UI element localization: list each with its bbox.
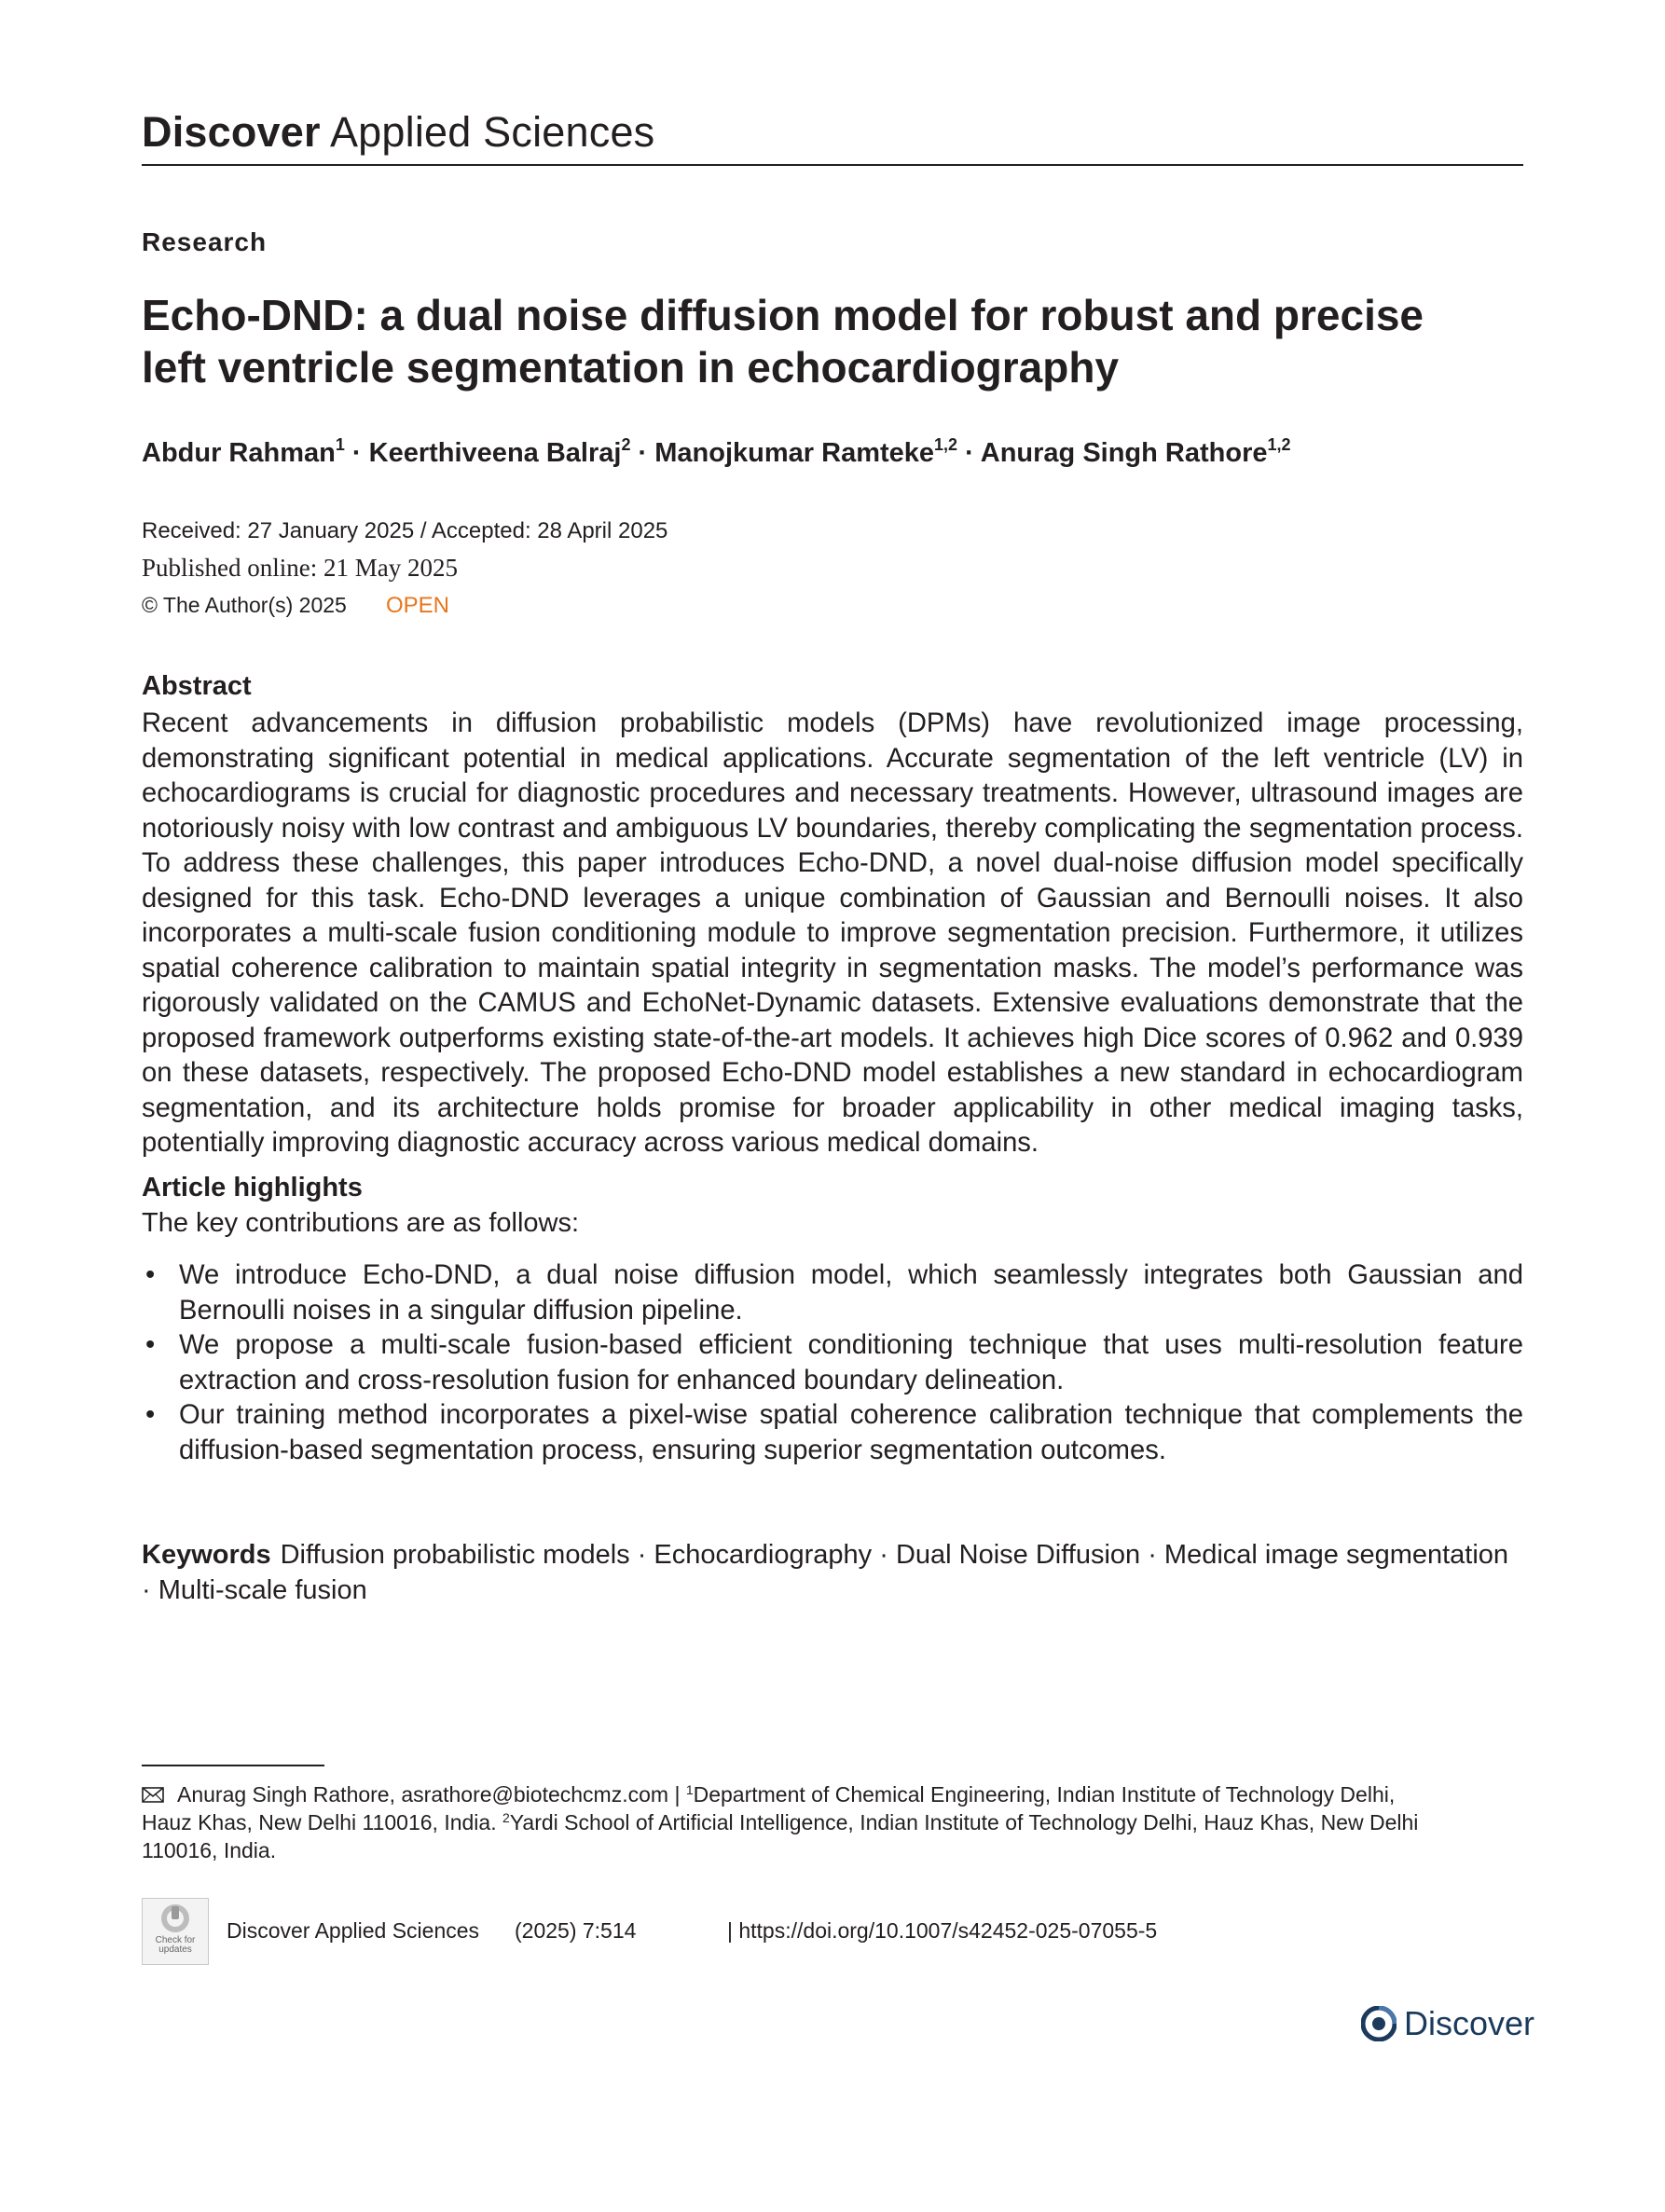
- journal-header: [142, 108, 654, 157]
- author-affiliation: 1: [335, 435, 345, 454]
- author-name: Keerthiveena Balraj: [368, 438, 622, 468]
- bullet-icon: •: [145, 1330, 156, 1360]
- keywords-text: Diffusion probabilistic models · Echocardiography · Dual Noise Diffusion · Medical image segmentation · Multi-scale fusion: [142, 1540, 1509, 1605]
- author-affiliation: 2: [621, 435, 631, 454]
- author-separator: ·: [630, 438, 655, 468]
- abstract-text: Recent advancements in diffusion probabilistic models (DPMs) have revolutionized image processing, demonstrating significant potential in medical applications. Accurate segmentation of the left ventricle (LV) in echocardiograms is crucial for diagnostic procedures and necessary treatments. However, ultrasound images are notoriously noisy with low contrast and ambiguous LV boundaries, thereby complicating the segmentation process. To address these challenges, this paper introduces Echo-DND, a novel dual-noise diffusion model specifically designed for this task. Echo-DND leverages a unique combination of Gaussian and Bernoulli noises. It also incorporates a multi-scale fusion conditioning module to improve segmentation precision. Furthermore, it utilizes spatial coherence calibration to maintain spatial integrity in segmentation masks. The model’s performance was rigorously validated on the CAMUS and EchoNet-Dynamic datasets. Extensive evaluations demonstrate that the proposed framework outperforms existing state-of-the-art models. It achieves high Dice scores of 0.962 and 0.939 on these datasets, respectively. The proposed Echo-DND model establishes a new standard in echocardiogram segmentation, and its architecture holds promise for broader applicability in other medical imaging tasks, potentially improving diagnostic accuracy across various medical domains.: [142, 708, 1523, 1158]
- affiliation-text: Yardi School of Artificial Intelligence, Indian Institute of Technology Delhi, Hauz Khas, New Delhi 110016, India.: [142, 1810, 1419, 1862]
- author-name: Anurag Singh Rathore: [980, 438, 1268, 468]
- bullet-icon: •: [145, 1400, 156, 1430]
- highlight-text: Our training method incorporates a pixel-wise spatial coherence calibration technique that complements the diffusion-based segmentation process, ensuring superior segmentation outcomes.: [179, 1400, 1523, 1465]
- author-affiliation: 1,2: [1267, 435, 1291, 454]
- bullet-icon: •: [145, 1260, 156, 1290]
- check-for-updates-badge[interactable]: [142, 1898, 209, 1965]
- author-affiliation: 1,2: [934, 435, 958, 454]
- highlight-text: We introduce Echo-DND, a dual noise diffusion model, which seamlessly integrates both Gaussian and Bernoulli noises in a singular diffusion pipeline.: [179, 1260, 1523, 1326]
- author-name: Manojkumar Ramteke: [654, 438, 935, 468]
- affiliation-text: Department of Chemical Engineering, Indian Institute of Technology Delhi, Hauz Khas, New Delhi 110016, India.: [142, 1782, 1396, 1834]
- discover-logo-icon: [1361, 2006, 1397, 2041]
- list-item: [142, 1398, 1523, 1468]
- open-access-badge: OPEN: [386, 593, 450, 618]
- logo-text: Discover: [1404, 2004, 1535, 2042]
- affiliation-marker: 1: [685, 1782, 694, 1797]
- journal-name: Applied Sciences: [329, 108, 655, 156]
- footer-journal: Discover Applied Sciences: [227, 1918, 480, 1943]
- check-updates-label: Check for updates: [155, 1935, 196, 1955]
- article-type: Research: [142, 227, 268, 256]
- mail-icon: [142, 1787, 164, 1803]
- affiliation-marker: 2: [502, 1810, 510, 1825]
- header-divider: [142, 164, 1523, 166]
- check-updates-icon: [143, 1899, 208, 1936]
- publisher-logo: [1361, 2004, 1534, 2047]
- highlights-intro: The key contributions are as follows:: [142, 1208, 580, 1238]
- keywords: [142, 1538, 1523, 1608]
- highlight-text: We propose a multi-scale fusion-based efficient conditioning technique that uses multi-resolution feature extraction and cross-resolution fusion for enhanced boundary delineation.: [179, 1330, 1523, 1395]
- author-list: [142, 435, 1291, 469]
- correspondence-footnote: [142, 1780, 1447, 1864]
- list-item: [142, 1258, 1523, 1328]
- abstract-heading: Abstract: [142, 671, 252, 701]
- author-name: Abdur Rahman: [142, 438, 336, 468]
- published-date: Published online: 21 May 2025: [142, 554, 458, 582]
- list-item: [142, 1328, 1523, 1398]
- copyright-notice: © The Author(s) 2025: [142, 593, 347, 617]
- footer-volume: (2025) 7:514: [515, 1918, 637, 1943]
- received-accepted-dates: Received: 27 January 2025 / Accepted: 28 April 2025: [142, 518, 668, 543]
- highlights-list: [142, 1258, 1523, 1468]
- highlights-heading: Article highlights: [142, 1173, 363, 1202]
- journal-brand: Discover: [142, 108, 321, 156]
- author-separator: ·: [344, 438, 369, 468]
- article-title: Echo-DND: a dual noise diffusion model for robust and precise left ventricle segmentation in echocardiography: [142, 291, 1424, 392]
- author-separator: ·: [957, 438, 981, 468]
- footnote-divider: [142, 1765, 324, 1766]
- corresponding-author-email[interactable]: Anurag Singh Rathore, asrathore@biotechcmz.com |: [177, 1782, 686, 1807]
- keywords-label: Keywords: [142, 1540, 271, 1570]
- doi-link[interactable]: | https://doi.org/10.1007/s42452-025-07055-5: [727, 1918, 1158, 1943]
